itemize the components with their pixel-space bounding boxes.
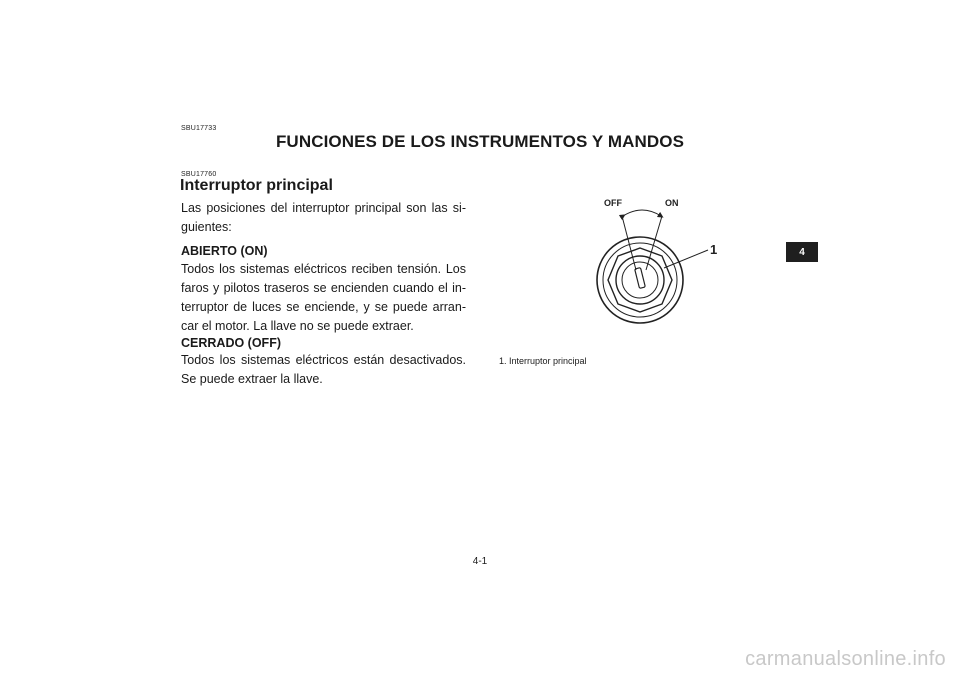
off-position-description — [181, 351, 466, 389]
watermark: carmanualsonline.info — [745, 648, 946, 670]
rotation-arrow — [623, 210, 661, 216]
main-switch-illustration — [580, 190, 720, 330]
intro-paragraph — [181, 199, 466, 237]
page-number: 4-1 — [472, 556, 488, 567]
on-label: ON — [665, 198, 679, 208]
figure-caption: 1. Interruptor principal — [499, 356, 587, 366]
callout-number: 1 — [710, 242, 718, 257]
on-position-heading: ABIERTO (ON) — [181, 244, 268, 258]
chapter-tab: 4 — [786, 242, 818, 262]
off-position-heading: CERRADO (OFF) — [181, 336, 281, 350]
on-position-line — [646, 216, 662, 270]
section-code: SBU17760 — [181, 171, 217, 178]
intro-text: Las posiciones del interruptor principal son las si-guientes: — [181, 201, 466, 234]
on-position-text: Todos los sistemas eléctricos reciben tensión. Los faros y pilotos traseros se encienden cuando el in-terruptor de luces se enciende, y se puede arran-car el motor. La llave no se puede extraer. — [181, 262, 466, 333]
document-code-top: SBU17733 — [181, 125, 217, 132]
ignition-switch-icon — [597, 237, 683, 323]
section-heading: Interruptor principal — [180, 177, 333, 194]
off-position-text: Todos los sistemas eléctricos están desactivados. Se puede extraer la llave. — [181, 353, 466, 386]
off-label: OFF — [604, 198, 622, 208]
page-title: FUNCIONES DE LOS INSTRUMENTOS Y MANDOS — [275, 132, 685, 151]
on-position-description — [181, 260, 466, 336]
